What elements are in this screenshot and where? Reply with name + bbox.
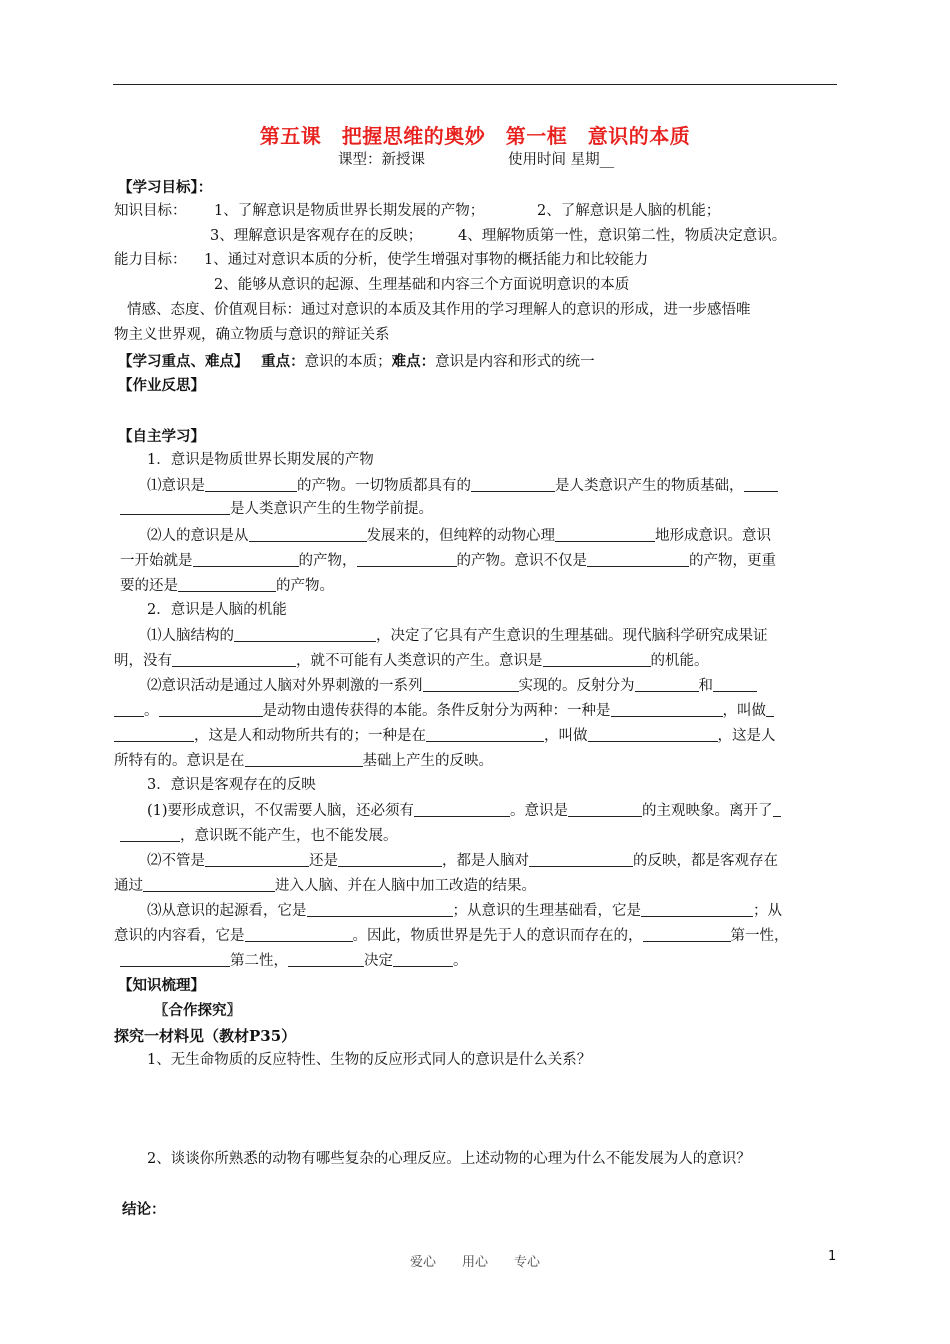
text: 要的还是 xyxy=(120,578,178,594)
text: ⑴意识是 xyxy=(147,478,205,494)
text: 意识的内容看，它是 xyxy=(114,928,245,944)
self-study-s3-3 xyxy=(147,902,782,920)
text: ⑵意识活动是通过人脑对外界刺激的一系列 xyxy=(147,678,423,694)
text: 第二性， xyxy=(230,953,288,969)
blank xyxy=(178,577,276,592)
objective-k1: 1、了解意识是物质世界长期发展的产物； xyxy=(214,203,485,219)
self-study-s2-2-cont xyxy=(114,702,774,720)
text: 发展来的，但纯粹的动物心理 xyxy=(366,528,555,544)
self-study-s1-2 xyxy=(147,527,771,545)
blank xyxy=(120,952,230,967)
use-time: 使用时间 星期__ xyxy=(508,152,615,168)
text: 。意识是 xyxy=(510,803,569,819)
text: 基础上产生的反映。 xyxy=(362,753,493,769)
self-study-s2-2-cont3 xyxy=(114,752,493,770)
homework-heading: 【作业反思】 xyxy=(118,377,205,394)
text: 是人类意识产生的物质基础， xyxy=(555,478,744,494)
self-study-s3-1 xyxy=(147,802,781,820)
text: ，这是人 xyxy=(717,728,776,744)
blank xyxy=(338,852,442,867)
blank xyxy=(245,752,363,767)
blank xyxy=(643,927,731,942)
blank xyxy=(587,552,689,567)
objective-k2: 2、了解意识是人脑的机能； xyxy=(537,203,721,219)
text: 第一性， xyxy=(730,928,789,944)
text: 。因此，物质世界是先于人的意识而存在的， xyxy=(352,928,643,944)
blank xyxy=(205,852,309,867)
blank xyxy=(766,702,774,717)
text: 的产物，更重 xyxy=(689,553,776,569)
text: ，叫做 xyxy=(722,703,766,719)
text: 是动物由遗传获得的本能。条件反射分为两种：一种是 xyxy=(262,703,611,719)
page-title: 第五课 把握思维的奥妙 第一框 意识的本质 xyxy=(259,124,691,148)
text: ，就不可能有人类意识的产生。意识是 xyxy=(296,653,543,669)
text: ；从 xyxy=(753,903,782,919)
self-study-s1-1 xyxy=(147,477,778,495)
objective-a1: 1、通过对意识本质的分析，使学生增强对事物的概括能力和比较能力 xyxy=(204,252,649,268)
blank xyxy=(744,477,778,492)
blank xyxy=(471,477,555,492)
text: 实现的。反射分为 xyxy=(518,678,635,694)
objective-emotion-2: 物主义世界观，确立物质与意识的辩证关系 xyxy=(114,327,390,343)
header-rule xyxy=(113,84,837,85)
text: ；从意识的生理基础看，它是 xyxy=(452,903,641,919)
blank xyxy=(393,952,453,967)
self-study-s3-2 xyxy=(147,852,778,870)
blank xyxy=(568,802,642,817)
blank xyxy=(120,500,230,515)
text: ，都是人脑对 xyxy=(442,853,529,869)
blank xyxy=(159,702,263,717)
text: 明，没有 xyxy=(114,653,172,669)
blank xyxy=(114,702,144,717)
self-study-s3-3-cont xyxy=(114,927,789,945)
text: ⑵不管是 xyxy=(147,853,205,869)
self-study-s3: 3．意识是客观存在的反映 xyxy=(147,777,316,793)
blank xyxy=(307,902,453,917)
blank xyxy=(193,552,299,567)
blank xyxy=(414,802,510,817)
text: 进入人脑、并在人脑中加工改造的结果。 xyxy=(275,878,536,894)
text: ⑶从意识的起源看，它是 xyxy=(147,903,307,919)
knowledge-heading: 【知识梳理】 xyxy=(118,977,205,994)
knowledge-label: 知识目标： xyxy=(114,203,187,219)
text: 的产物。一切物质都具有的 xyxy=(297,478,471,494)
conclusion-label: 结论： xyxy=(122,1201,166,1218)
self-study-s1-2-cont2 xyxy=(120,577,334,595)
text: 。 xyxy=(453,953,468,969)
self-study-s1-2-cont xyxy=(120,552,776,570)
page-number: 1 xyxy=(828,1249,837,1264)
focus-diff-label: 难点： xyxy=(391,353,436,370)
text: 的主观映象。离开了 xyxy=(642,803,773,819)
text: 是人类意识产生的生物学前提。 xyxy=(230,501,433,517)
self-study-s3-1-cont xyxy=(120,827,398,845)
blank xyxy=(172,652,296,667)
blank xyxy=(423,677,519,692)
blank xyxy=(773,802,781,817)
focus-diff-text: 意识是内容和形式的统一 xyxy=(435,354,595,370)
footer-motto: 爱心 用心 专心 xyxy=(409,1255,540,1270)
text: ，这是人和动物所共有的；一种是在 xyxy=(194,728,426,744)
focus-heading: 【学习重点、难点】 xyxy=(118,353,249,370)
text: ，决定了它具有产生意识的生理基础。现代脑科学研究成果证 xyxy=(376,628,768,644)
explore-question-2: 2、谈谈你所熟悉的动物有哪些复杂的心理反应。上述动物的心理为什么不能发展为人的意识？ xyxy=(147,1151,751,1167)
text: (1)要形成意识，不仅需要人脑，还必须有 xyxy=(147,803,415,819)
text: 决定 xyxy=(364,953,393,969)
text: 地形成意识。意识 xyxy=(655,528,771,544)
blank xyxy=(234,627,376,642)
self-study-s3-2-cont xyxy=(114,877,536,895)
text: 和 xyxy=(698,678,713,694)
objective-a2: 2、能够从意识的起源、生理基础和内容三个方面说明意识的本质 xyxy=(214,277,630,293)
focus-key-label: 重点： xyxy=(261,353,305,370)
blank xyxy=(641,902,753,917)
objective-k3: 3、理解意识是客观存在的反映； xyxy=(210,228,423,244)
blank xyxy=(357,552,457,567)
focus-key-text: 意识的本质； xyxy=(304,354,392,370)
self-study-s2-2 xyxy=(147,677,757,695)
objective-k4: 4、理解物质第一性，意识第二性，物质决定意识。 xyxy=(458,228,787,244)
self-study-s2-2-cont2 xyxy=(114,727,776,745)
blank xyxy=(426,727,544,742)
objective-emotion-1: 情感、态度、价值观目标：通过对意识的本质及其作用的学习理解人的意识的形成，进一步感悟唯 xyxy=(127,302,751,318)
self-study-s1: 1．意识是物质世界长期发展的产物 xyxy=(147,452,374,468)
text: 的机能。 xyxy=(650,653,709,669)
blank xyxy=(543,652,651,667)
blank xyxy=(611,702,723,717)
text: 。 xyxy=(144,703,159,719)
objectives-heading: 【学习目标】： xyxy=(118,179,213,196)
blank xyxy=(555,527,655,542)
blank xyxy=(713,677,757,692)
explore-question-1: 1、无生命物质的反应特性、生物的反应形式同人的意识是什么关系？ xyxy=(147,1052,592,1068)
self-study-s2: 2．意识是人脑的机能 xyxy=(147,602,287,618)
blank xyxy=(249,527,367,542)
text: 的反映，都是客观存在 xyxy=(633,853,778,869)
text: 还是 xyxy=(309,853,338,869)
self-study-s2-1 xyxy=(147,627,768,645)
lesson-type: 课型：新授课 xyxy=(338,152,425,168)
blank xyxy=(288,952,364,967)
blank xyxy=(245,927,353,942)
text: ⑵人的意识是从 xyxy=(147,528,249,544)
ability-label: 能力目标： xyxy=(114,252,187,268)
blank xyxy=(114,727,194,742)
self-study-heading: 【自主学习】 xyxy=(118,428,205,445)
blank xyxy=(120,827,180,842)
blank xyxy=(205,477,297,492)
self-study-s2-1-cont xyxy=(114,652,709,670)
text: ，意识既不能产生，也不能发展。 xyxy=(180,828,398,844)
text: ⑴人脑结构的 xyxy=(147,628,234,644)
blank xyxy=(143,877,275,892)
text: 的产物。 xyxy=(276,578,334,594)
text: ，叫做 xyxy=(544,728,588,744)
self-study-s3-3-cont2 xyxy=(120,952,468,970)
blank xyxy=(588,727,718,742)
blank xyxy=(635,677,699,692)
self-study-s1-1-cont xyxy=(120,500,433,518)
text: 的产物。意识不仅是 xyxy=(456,553,587,569)
text: 的产物， xyxy=(298,553,357,569)
blank xyxy=(529,852,633,867)
focus-line xyxy=(118,353,595,371)
text: 所特有的。意识是在 xyxy=(114,753,245,769)
text: 一开始就是 xyxy=(120,553,193,569)
coop-heading: 〖合作探究〗 xyxy=(154,1002,241,1019)
explore-heading: 探究一材料见（教材P35） xyxy=(114,1027,297,1045)
text: 通过 xyxy=(114,878,143,894)
